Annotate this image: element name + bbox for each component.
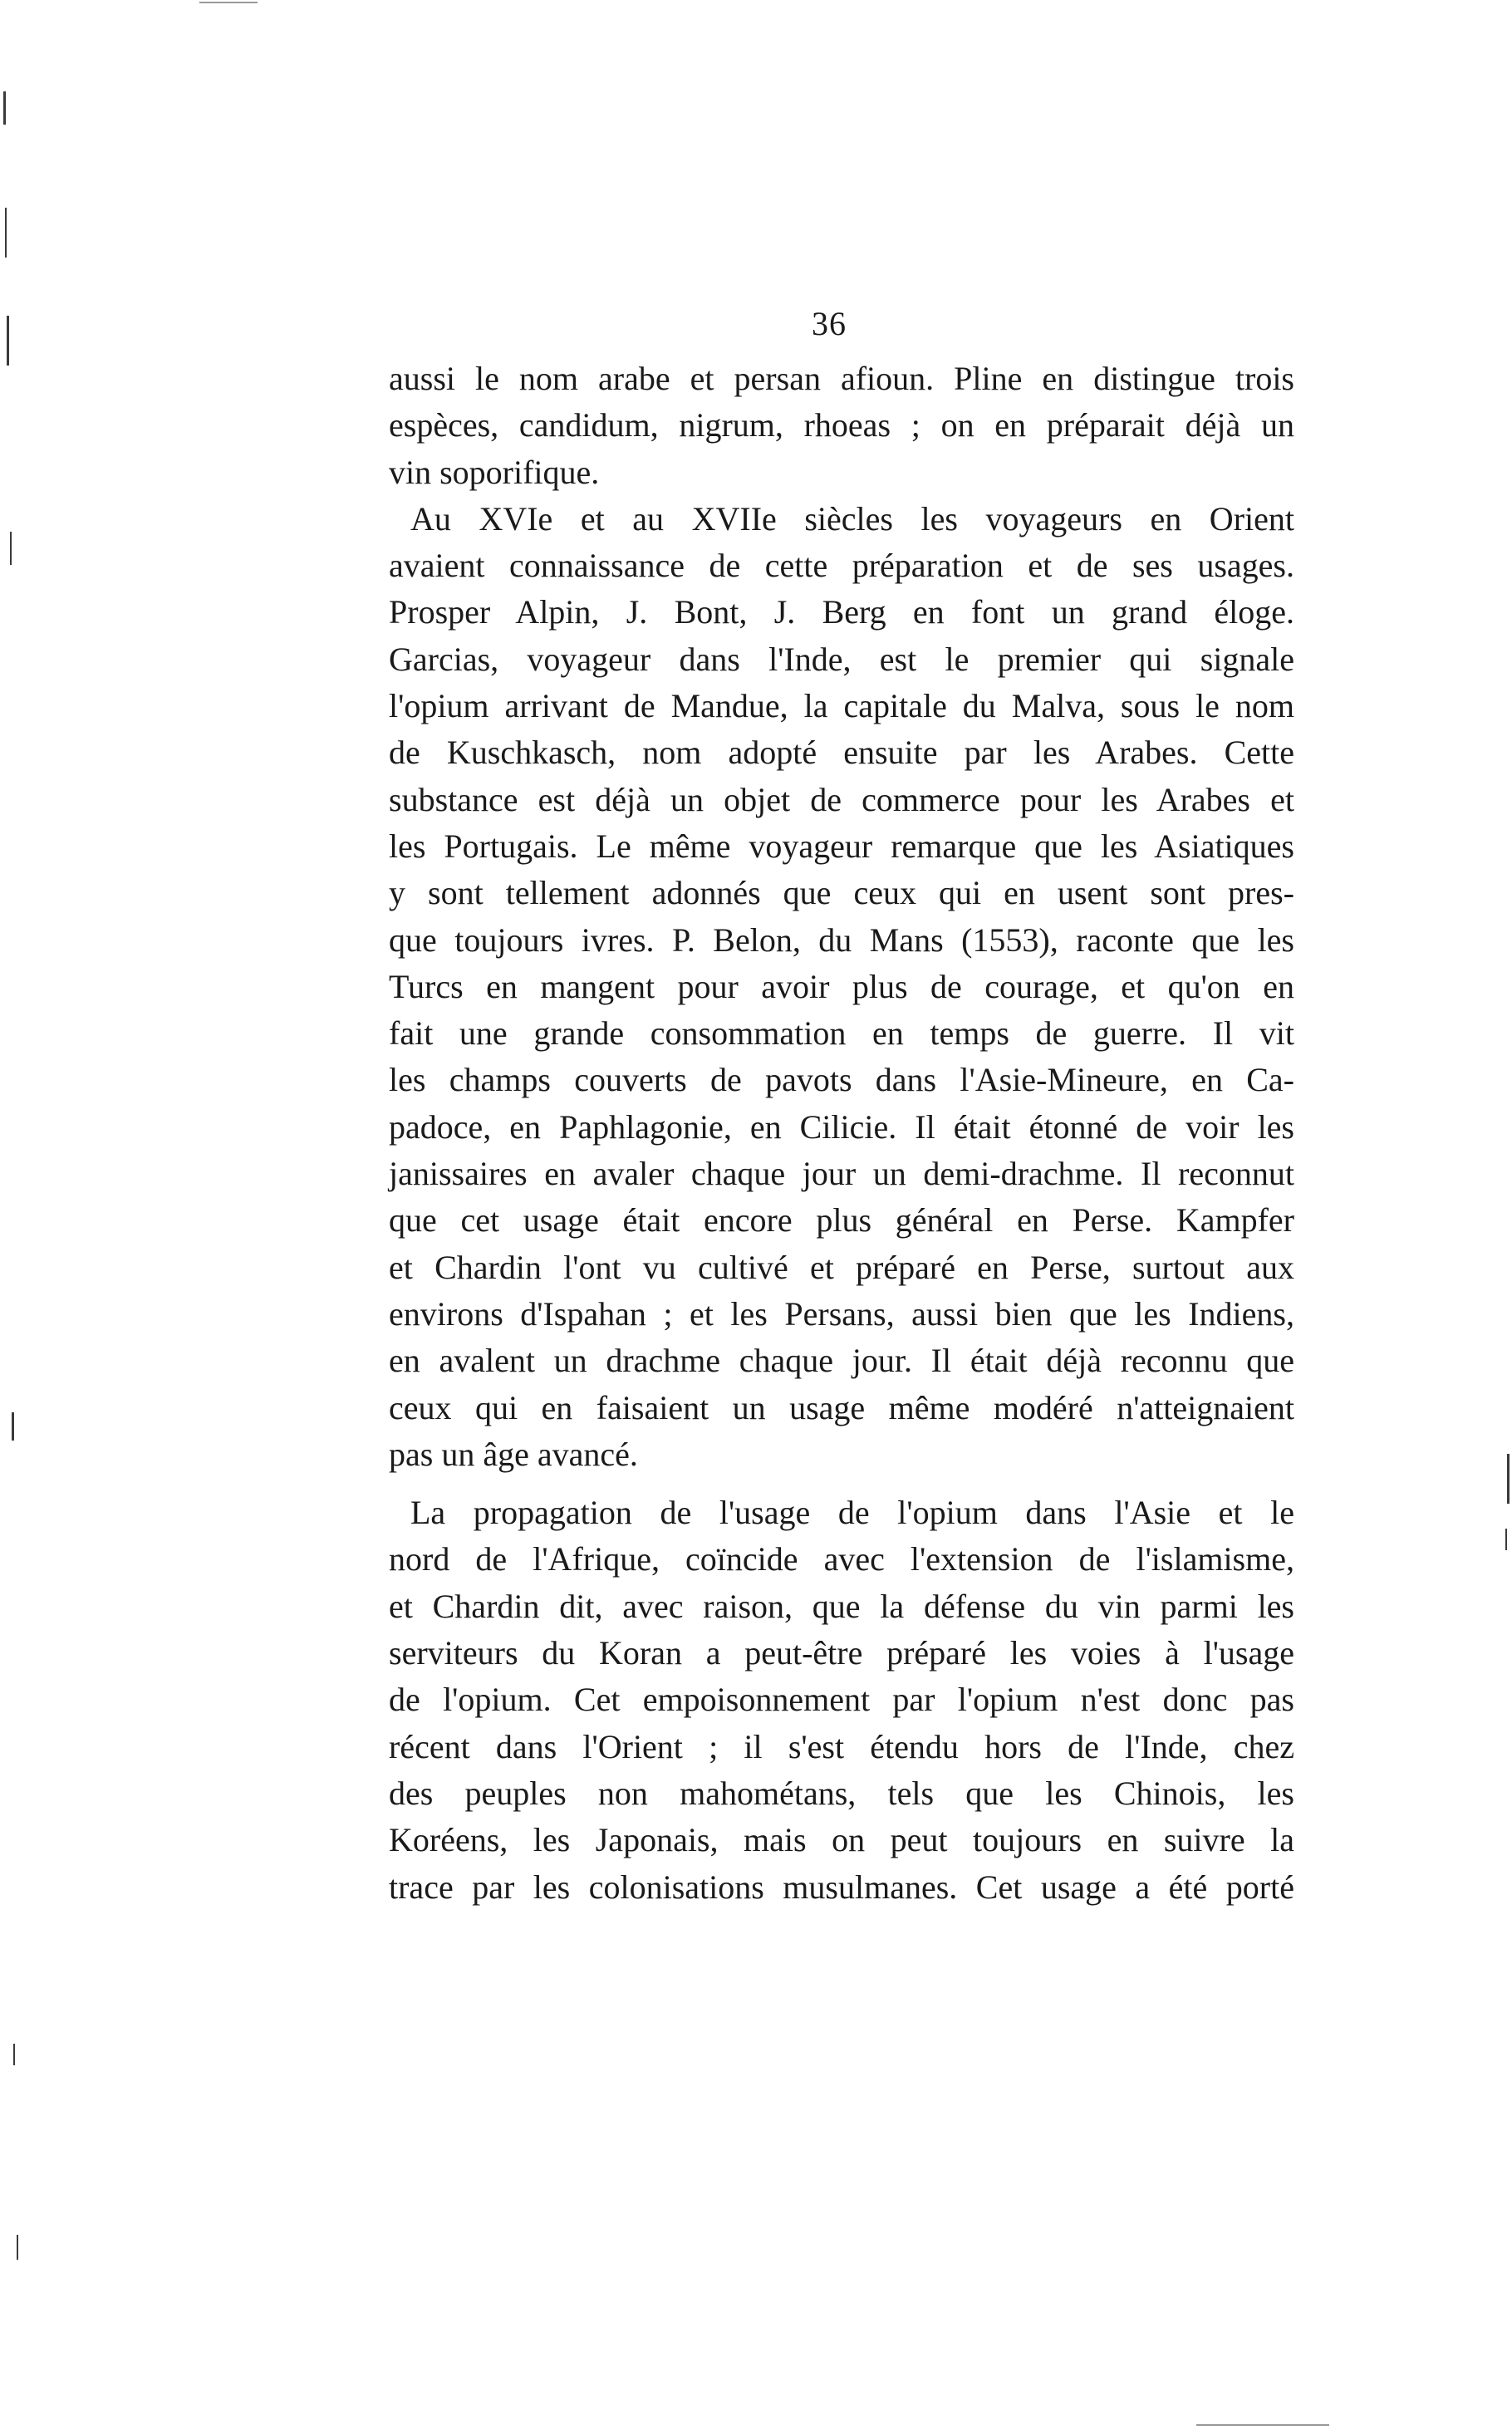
- scan-edge-mark: [199, 2, 258, 3]
- text-line: Au XVIe et au XVIIe siècles les voyageurs en Orient: [410, 499, 1294, 538]
- text-line: de Kuschkasch, nom adopté ensuite par les Arabes. Cette: [389, 734, 1294, 772]
- text-line: Garcias, voyageur dans l'Inde, est le premier qui signale: [389, 640, 1294, 678]
- text-line: ceux qui en faisaient un usage même modéré n'atteignaient: [389, 1388, 1294, 1426]
- scan-edge-mark: [1505, 1529, 1507, 1550]
- scan-edge-mark: [7, 316, 9, 366]
- text-line: padoce, en Paphlagonie, en Cilicie. Il était étonné de voir les: [389, 1107, 1294, 1146]
- text-line: nord de l'Afrique, coïncide avec l'extension de l'islamisme,: [389, 1540, 1294, 1578]
- paragraph: [389, 496, 1294, 1478]
- text-line: que toujours ivres. P. Belon, du Mans (1553), raconte que les: [389, 920, 1294, 959]
- text-line: Prosper Alpin, J. Bont, J. Berg en font un grand éloge.: [389, 593, 1294, 631]
- text-line: espèces, candidum, nigrum, rhoeas ; on en préparait déjà un: [389, 406, 1294, 444]
- text-line: et Chardin dit, avec raison, que la défense du vin parmi les: [389, 1587, 1294, 1625]
- scan-edge-mark: [1507, 1454, 1510, 1504]
- text-line: serviteurs du Koran a peut-être préparé les voies à l'usage: [389, 1634, 1294, 1672]
- text-line: et Chardin l'ont vu cultivé et préparé en Perse, surtout aux: [389, 1248, 1294, 1286]
- text-line: fait une grande consommation en temps de guerre. Il vit: [389, 1014, 1294, 1053]
- text-line: janissaires en avaler chaque jour un demi-drachme. Il reconnut: [389, 1155, 1294, 1193]
- text-line: des peuples non mahométans, tels que les Chinois, les: [389, 1774, 1294, 1812]
- text-line: Koréens, les Japonais, mais on peut toujours en suivre la: [389, 1821, 1294, 1859]
- scan-edge-mark: [3, 91, 6, 125]
- paragraph: [389, 356, 1294, 496]
- text-line: pas un âge avancé.: [389, 1435, 638, 1473]
- scan-edge-mark: [1196, 2424, 1329, 2426]
- text-line: l'opium arrivant de Mandue, la capitale du Malva, sous le nom: [389, 687, 1294, 725]
- text-line: en avalent un drachme chaque jour. Il était déjà reconnu que: [389, 1342, 1294, 1380]
- text-line: vin soporifique.: [389, 453, 600, 491]
- text-line: y sont tellement adonnés que ceux qui en usent sont pres-: [389, 874, 1294, 912]
- scan-edge-mark: [10, 532, 12, 565]
- page-number: 36: [812, 305, 847, 342]
- text-line: les champs couverts de pavots dans l'Asie-Mineure, en Ca-: [389, 1061, 1294, 1099]
- text-line: de l'opium. Cet empoisonnement par l'opium n'est donc pas: [389, 1681, 1294, 1719]
- scan-edge-mark: [13, 2044, 15, 2065]
- text-line: substance est déjà un objet de commerce pour les Arabes et: [389, 780, 1294, 818]
- text-line: les Portugais. Le même voyageur remarque que les Asiatiques: [389, 827, 1294, 865]
- text-line: avaient connaissance de cette préparation et de ses usages.: [389, 547, 1294, 585]
- paragraph: [389, 1490, 1294, 1911]
- text-line: aussi le nom arabe et persan afioun. Pline en distingue trois: [389, 360, 1294, 397]
- text-line: trace par les colonisations musulmanes. Cet usage a été porté: [389, 1868, 1294, 1906]
- scan-edge-mark: [17, 2235, 18, 2260]
- text-line: environs d'Ispahan ; et les Persans, aussi bien que les Indiens,: [389, 1294, 1294, 1333]
- text-line: que cet usage était encore plus général en Perse. Kampfer: [389, 1201, 1294, 1240]
- text-line: Turcs en mangent pour avoir plus de courage, et qu'on en: [389, 967, 1294, 1005]
- body-text: [389, 356, 1294, 1911]
- text-line: récent dans l'Orient ; il s'est étendu hors de l'Inde, chez: [389, 1727, 1294, 1765]
- paragraph-spacing: [389, 1478, 1294, 1490]
- scan-edge-mark: [12, 1412, 14, 1441]
- scan-edge-mark: [5, 208, 7, 258]
- text-line: La propagation de l'usage de l'opium dans l'Asie et le: [410, 1494, 1294, 1532]
